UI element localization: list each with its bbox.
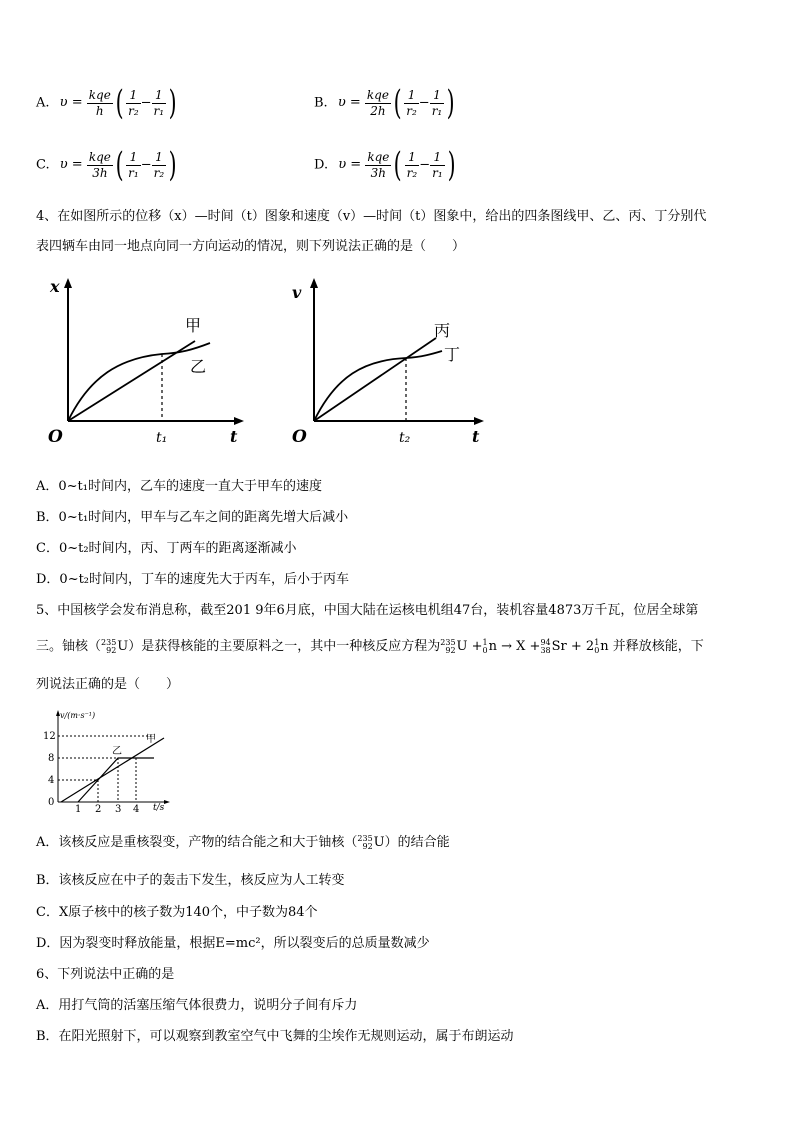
svg-text:12: 12	[43, 731, 56, 742]
q4-graph-vt	[284, 276, 494, 448]
q4-stem-line1: 4、在如图所示的位移（x）—时间（t）图象和速度（v）—时间（t）图象中，给出的四条图线甲、乙、丙、丁分别代	[36, 209, 707, 224]
isotope-n-2: 1 0	[594, 637, 600, 655]
x-arrow	[234, 417, 244, 425]
origin-label: O	[292, 427, 307, 447]
q4-option-c: C．0~t₂时间内，丙、丁两车的距离逐渐减小	[36, 541, 297, 556]
label-jia: 甲	[185, 316, 202, 335]
y-arrow	[310, 278, 318, 288]
curve-ding	[314, 351, 442, 421]
svg-text:t/s: t/s	[153, 803, 165, 813]
line-yi	[78, 758, 154, 802]
q3-option-b: B. υ = $\frac{\text{kqe}}{2h}$ ( $\frac{1}{\text{r₂}}$ − $\frac{1}{\text{r₁}}$ )	[314, 83, 455, 123]
svg-text:0: 0	[48, 797, 55, 808]
svg-text:4: 4	[133, 804, 140, 814]
curve-yi	[68, 343, 210, 421]
svg-text:2: 2	[95, 804, 102, 814]
label-ding: 丁	[444, 345, 461, 364]
y-arrow	[64, 278, 72, 288]
label-jia: 甲	[146, 734, 156, 745]
y-axis-label: x	[50, 277, 60, 296]
q5-stem-line1: 5、中国核学会发布消息称，截至201 9年6月底，中国大陆在运核电机组47台，装机容量4873万千瓦，位居全球第	[36, 603, 699, 618]
svg-text:8: 8	[48, 753, 55, 764]
q3-option-c: C. υ = $\frac{\text{kqe}}{3h}$ ( $\frac{1}{\text{r₁}}$ − $\frac{1}{\text{r₂}}$ )	[36, 145, 177, 185]
q5-option-d: D．因为裂变时释放能量，根据E=mc²，所以裂变后的总质量数减少	[36, 936, 430, 951]
q4-option-d: D．0~t₂时间内，丁车的速度先大于丙车，后小于丙车	[36, 572, 350, 587]
t2-label: t₂	[399, 430, 411, 446]
x-axis-label: t	[230, 427, 238, 446]
y-label: v/(m·s⁻¹)	[60, 711, 96, 720]
svg-text:1: 1	[75, 804, 82, 814]
q4-stem-line2: 表四辆车由同一地点向同一方向运动的情况，则下列说法正确的是（ ）	[36, 239, 466, 254]
q6-option-a: A．用打气筒的活塞压缩气体很费力，说明分子间有斥力	[36, 998, 358, 1013]
x-axis-label: t	[472, 427, 480, 446]
q4-option-b: B．0~t₁时间内，甲车与乙车之间的距离先增大后减小	[36, 510, 349, 525]
q4-graph-xt	[40, 276, 250, 448]
isotope-n: 1 0	[482, 637, 488, 655]
y-axis-label: v	[292, 283, 302, 302]
q4-option-a: A．0~t₁时间内，乙车的速度一直大于甲车的速度	[36, 479, 322, 494]
isotope-u: 235 92	[101, 637, 117, 655]
curve-bing	[314, 338, 436, 421]
q5-option-c: C．X原子核中的核子数为140个，中子数为84个	[36, 905, 318, 920]
origin-label: O	[48, 427, 63, 447]
svg-text:3: 3	[115, 804, 122, 814]
fraction: $\frac{\text{kqe}}{h}$	[88, 87, 111, 118]
label-bing: 丙	[434, 321, 451, 340]
isotope-sr: 94 38	[540, 637, 551, 655]
q5-option-b: B．该核反应在中子的轰击下发生，核反应为人工转变	[36, 873, 345, 888]
isotope-u-2: 235 92	[440, 637, 456, 655]
q6-option-b: B．在阳光照射下，可以观察到教室空气中飞舞的尘埃作无规则运动，属于布朗运动	[36, 1029, 514, 1044]
q5-graph-vt	[36, 706, 186, 814]
x-arrow	[474, 417, 484, 425]
label-yi: 乙	[112, 746, 122, 757]
q3-option-a: A. υ = $\frac{\text{kqe}}{h}$ ( $\frac{1}{\text{r₂}}$ − $\frac{1}{\text{r₁}}$ )	[36, 83, 177, 123]
q3-option-d: D. υ = $\frac{\text{kqe}}{3h}$ ( $\frac{1}{\text{r₂}}$ − $\frac{1}{\text{r₁}}$ )	[314, 145, 456, 185]
q5-stem-line3: 列说法正确的是（ ）	[36, 677, 180, 692]
q5-option-a: A．该核反应是重核裂变，产物的结合能之和大于铀核（ 235 92 U）的结合能	[36, 833, 450, 851]
q6-title: 6、下列说法中正确的是	[36, 967, 175, 982]
label-yi: 乙	[190, 357, 207, 376]
svg-text:4: 4	[48, 775, 55, 786]
q5-stem-line2: 三。铀核（ 235 92 U）是获得核能的主要原料之一，其中一种核反应方程为 235 92 U + 1 0 n → X + 94 38 Sr + 2 1 0 n 并释放核能，下	[36, 637, 704, 655]
t1-label: t₁	[156, 430, 168, 446]
